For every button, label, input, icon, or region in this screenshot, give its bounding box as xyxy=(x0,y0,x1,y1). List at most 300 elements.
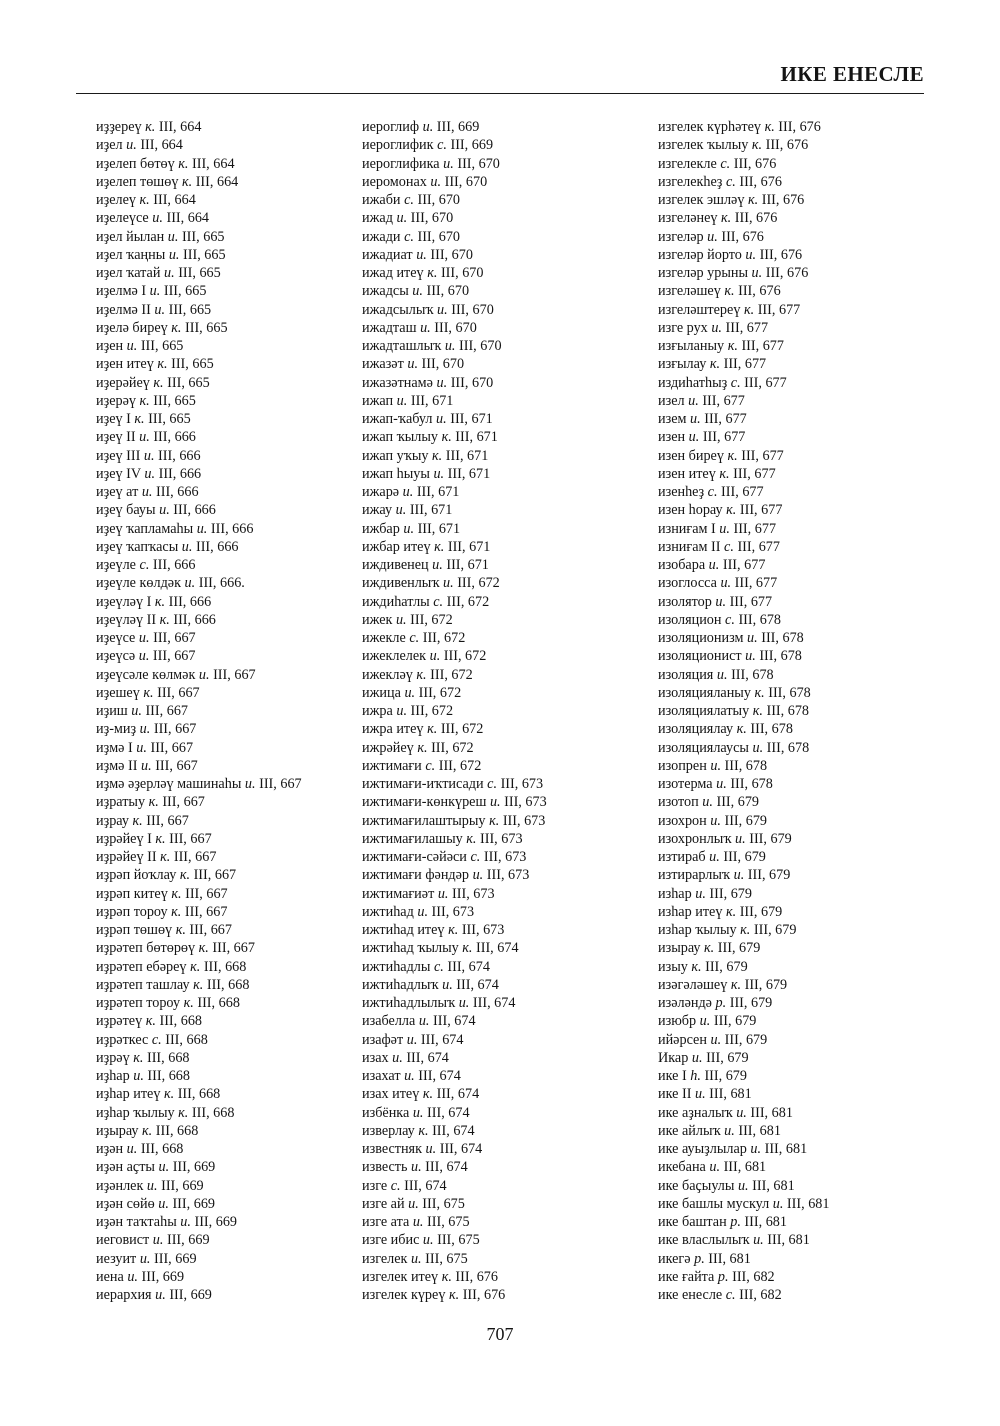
entry-reference: III, 678 xyxy=(724,757,768,774)
entry-pos-label: и. xyxy=(432,557,443,573)
entry-headword: иезуит xyxy=(96,1250,137,1267)
index-entry xyxy=(362,921,662,939)
entry-pos-label: и. xyxy=(751,265,763,281)
index-entry xyxy=(362,1195,662,1213)
entry-pos-label: и. xyxy=(407,356,418,373)
entry-reference: III, 666 xyxy=(210,520,254,537)
entry-pos-label: к. xyxy=(133,1049,144,1066)
entry-headword: иҙрәтеп ташлау xyxy=(96,976,190,993)
entry-reference: III, 676 xyxy=(765,137,809,154)
entry-headword: иҙеүләү I xyxy=(96,593,152,610)
entry-pos-label: к. xyxy=(721,210,732,227)
entry-headword: иҙрәү xyxy=(96,1049,130,1066)
entry-reference: III, 673 xyxy=(486,867,530,884)
index-entry xyxy=(362,1177,662,1195)
index-column-2 xyxy=(362,118,662,1304)
entry-reference: III, 669 xyxy=(194,1214,238,1230)
index-entry xyxy=(362,611,662,629)
entry-pos-label: и. xyxy=(152,1232,164,1249)
entry-headword: иҙрәтеп тороу xyxy=(96,995,181,1011)
entry-pos-label: и. xyxy=(154,301,166,318)
entry-headword: иҙрәп китеү xyxy=(96,885,168,902)
entry-pos-label: и. xyxy=(149,283,161,300)
entry-headword: иҙеүле көлдәк xyxy=(96,575,181,592)
entry-headword: изен xyxy=(658,429,686,446)
entry-pos-label: к. xyxy=(736,721,747,738)
index-entry xyxy=(658,1104,958,1122)
index-entry xyxy=(658,812,958,830)
entry-pos-label: и. xyxy=(436,374,448,391)
index-entry xyxy=(658,465,958,483)
entry-pos-label: с. xyxy=(707,484,718,500)
index-entry xyxy=(658,830,958,848)
entry-pos-label: с. xyxy=(437,137,447,154)
entry-reference: III, 681 xyxy=(764,1141,808,1157)
index-entry xyxy=(362,355,662,373)
entry-pos-label: р. xyxy=(730,1214,741,1230)
entry-pos-label: с. xyxy=(139,557,150,573)
entry-reference: III, 669 xyxy=(436,119,480,135)
index-entry xyxy=(362,520,662,538)
entry-pos-label: и. xyxy=(472,867,484,884)
index-entry xyxy=(362,1250,662,1268)
entry-reference: III, 673 xyxy=(483,849,527,865)
entry-headword: изоляциялатыу xyxy=(658,703,750,719)
entry-pos-label: и. xyxy=(429,648,441,665)
entry-reference: III, 679 xyxy=(724,812,768,829)
index-entry xyxy=(658,720,958,738)
index-entry xyxy=(658,483,958,501)
entry-headword: ике айлыҡ xyxy=(658,1122,721,1139)
entry-reference: III, 667 xyxy=(150,739,194,756)
index-entry xyxy=(362,1268,662,1286)
entry-headword: ижап һыуы xyxy=(362,465,430,482)
index-entry xyxy=(96,1067,396,1085)
entry-pos-label: и. xyxy=(745,246,757,263)
entry-reference: III, 667 xyxy=(162,794,205,811)
entry-reference: III, 676 xyxy=(721,228,764,245)
entry-pos-label: и. xyxy=(417,903,428,920)
entry-pos-label: и. xyxy=(139,429,150,446)
entry-reference: III, 675 xyxy=(437,1232,480,1249)
index-entry xyxy=(658,885,958,903)
entry-headword: избёнка xyxy=(362,1104,410,1121)
entry-headword: изһар итеү xyxy=(658,903,723,920)
entry-reference: III, 669 xyxy=(141,1268,185,1285)
index-entry xyxy=(362,1049,662,1067)
index-entry xyxy=(96,939,396,957)
entry-pos-label: к. xyxy=(725,903,737,920)
entry-pos-label: к. xyxy=(417,739,428,756)
index-entry xyxy=(658,1049,958,1067)
entry-reference: III, 667 xyxy=(259,776,302,792)
entry-reference: III, 670 xyxy=(417,192,461,208)
index-entry xyxy=(96,1122,396,1140)
entry-pos-label: и. xyxy=(133,1068,144,1084)
entry-pos-label: и. xyxy=(155,1287,166,1303)
entry-headword: изоляционист xyxy=(658,648,742,665)
entry-headword: ижади xyxy=(362,228,401,245)
entry-pos-label: к. xyxy=(183,995,194,1011)
entry-reference: III, 672 xyxy=(457,575,500,592)
entry-pos-label: к. xyxy=(178,155,189,172)
index-entry xyxy=(96,374,396,392)
entry-reference: III, 676 xyxy=(462,1287,506,1303)
entry-pos-label: и. xyxy=(735,830,746,847)
entry-reference: III, 679 xyxy=(716,794,760,811)
entry-pos-label: к. xyxy=(175,922,186,938)
entry-pos-label: к. xyxy=(179,867,191,884)
entry-pos-label: к. xyxy=(754,684,765,701)
entry-headword: изгелек күреү xyxy=(362,1287,446,1303)
entry-reference: III, 671 xyxy=(450,411,493,427)
index-entry xyxy=(96,994,396,1012)
entry-reference: III, 668 xyxy=(140,1141,184,1157)
entry-pos-label: и. xyxy=(444,338,456,354)
index-entry xyxy=(658,374,958,392)
entry-headword: ижтиһад итеү xyxy=(362,922,445,938)
entry-reference: III, 666 xyxy=(156,484,199,500)
entry-reference: III, 664 xyxy=(140,137,183,154)
entry-headword: изгеләшеү xyxy=(658,283,721,300)
entry-reference: III, 677 xyxy=(704,411,747,427)
entry-pos-label: к. xyxy=(193,976,204,993)
entry-reference: III, 669 xyxy=(450,137,494,154)
entry-reference: III, 668 xyxy=(159,1013,203,1030)
index-entry xyxy=(96,830,396,848)
index-entry xyxy=(658,1067,958,1085)
entry-headword: иерархия xyxy=(96,1287,152,1303)
entry-pos-label: и. xyxy=(402,484,414,500)
entry-pos-label: и. xyxy=(420,319,431,336)
entry-pos-label: к. xyxy=(178,1104,189,1121)
index-entry xyxy=(362,1213,662,1231)
entry-reference: III, 665 xyxy=(171,356,214,373)
entry-pos-label: к. xyxy=(466,830,477,847)
entry-headword: иҙеү IV xyxy=(96,465,141,482)
index-entry xyxy=(658,191,958,209)
entry-headword: иҙән таҡтаһы xyxy=(96,1214,177,1230)
entry-reference: III, 676 xyxy=(738,283,781,300)
entry-headword: иҙән xyxy=(96,1141,124,1157)
entry-pos-label: и. xyxy=(406,1031,418,1048)
entry-headword: иҙеү ҡапламаһы xyxy=(96,520,194,537)
entry-reference: III, 672 xyxy=(410,611,453,628)
entry-headword: икебана xyxy=(658,1159,706,1176)
index-entry xyxy=(362,629,662,647)
entry-headword: иҙерәү xyxy=(96,392,136,409)
entry-pos-label: с. xyxy=(470,849,481,865)
index-entry xyxy=(96,903,396,921)
entry-pos-label: и. xyxy=(430,173,442,190)
entry-headword: ижтиһадлы xyxy=(362,958,431,975)
entry-headword: изен биреү xyxy=(658,447,724,464)
entry-reference: III, 673 xyxy=(452,885,495,902)
entry-pos-label: и. xyxy=(412,283,423,300)
index-entry xyxy=(658,1213,958,1231)
entry-reference: III, 675 xyxy=(425,1250,468,1267)
index-entry xyxy=(658,702,958,720)
entry-reference: III, 670 xyxy=(434,319,477,336)
entry-reference: III, 673 xyxy=(461,922,505,938)
entry-headword: изәгәләшеү xyxy=(658,976,728,993)
entry-headword: изғыланыу xyxy=(658,338,725,354)
entry-pos-label: и. xyxy=(715,593,727,610)
entry-pos-label: с. xyxy=(487,776,498,792)
entry-headword: иҙрәткес xyxy=(96,1031,149,1048)
index-entry xyxy=(658,976,958,994)
entry-pos-label: с. xyxy=(725,611,735,628)
entry-pos-label: к. xyxy=(145,1013,156,1030)
entry-headword: ижтимағилашыу xyxy=(362,830,463,847)
entry-reference: III, 673 xyxy=(500,776,544,792)
entry-headword: иҙешеү xyxy=(96,684,140,701)
index-entry xyxy=(362,720,662,738)
entry-headword: иҙәнлек xyxy=(96,1177,144,1194)
entry-pos-label: к. xyxy=(489,812,500,829)
index-entry xyxy=(658,1250,958,1268)
entry-reference: III, 666 xyxy=(173,611,216,628)
entry-headword: изге ай xyxy=(362,1195,405,1212)
entry-headword: иҙен итеү xyxy=(96,356,154,373)
entry-pos-label: с. xyxy=(720,155,731,172)
index-entry xyxy=(96,447,396,465)
index-entry xyxy=(96,155,396,173)
index-entry xyxy=(96,611,396,629)
entry-pos-label: к. xyxy=(747,192,759,208)
entry-reference: III, 678 xyxy=(759,648,802,665)
entry-headword: ижтиһад xyxy=(362,903,414,920)
entry-pos-label: и. xyxy=(716,776,727,792)
entry-headword: иҙелеү xyxy=(96,192,136,208)
entry-pos-label: и. xyxy=(736,1104,747,1121)
entry-reference: III, 667 xyxy=(189,922,232,938)
entry-reference: III, 674 xyxy=(433,1013,476,1030)
index-entry xyxy=(362,793,662,811)
entry-headword: ижарә xyxy=(362,484,400,500)
entry-pos-label: и. xyxy=(126,1141,138,1157)
entry-headword: изгеләштереү xyxy=(658,301,741,318)
entry-headword: изюбр xyxy=(658,1013,697,1030)
entry-headword: ике баштан xyxy=(658,1214,727,1230)
entry-reference: III, 665 xyxy=(183,246,226,263)
entry-reference: III, 677 xyxy=(757,301,801,318)
entry-headword: иҙел йылан xyxy=(96,228,165,245)
entry-headword: изопрен xyxy=(658,757,707,774)
index-entry xyxy=(96,319,396,337)
entry-headword: изырау xyxy=(658,940,701,957)
entry-reference: III, 679 xyxy=(713,1013,757,1030)
entry-pos-label: и. xyxy=(403,520,415,537)
entry-reference: III, 672 xyxy=(410,703,454,719)
entry-headword: известь xyxy=(362,1159,408,1176)
entry-reference: III, 675 xyxy=(427,1214,470,1230)
entry-pos-label: р. xyxy=(694,1250,705,1267)
index-entry xyxy=(96,520,396,538)
entry-reference: III, 666 xyxy=(173,502,216,519)
entry-reference: III, 677 xyxy=(741,338,784,354)
entry-reference: III, 667 xyxy=(153,721,197,738)
entry-pos-label: к. xyxy=(434,538,445,555)
entry-headword: ижадташлыҡ xyxy=(362,338,442,354)
entry-reference: III, 667 xyxy=(185,885,228,902)
entry-pos-label: с. xyxy=(425,757,436,774)
index-entry xyxy=(658,574,958,592)
entry-pos-label: к. xyxy=(157,356,168,373)
entry-pos-label: и. xyxy=(184,575,196,592)
entry-reference: III, 676 xyxy=(734,210,778,227)
entry-reference: III, 679 xyxy=(749,830,792,847)
entry-pos-label: с. xyxy=(404,228,414,245)
entry-headword: изоляционизм xyxy=(658,630,744,646)
index-entry xyxy=(96,921,396,939)
entry-headword: ижтимағи фәндәр xyxy=(362,867,470,884)
entry-headword: иҙен xyxy=(96,338,124,354)
entry-pos-label: и. xyxy=(167,228,179,245)
entry-reference: III, 670 xyxy=(421,356,465,373)
entry-pos-label: и. xyxy=(410,1159,422,1176)
entry-reference: III, 671 xyxy=(409,502,453,519)
entry-pos-label: и. xyxy=(395,611,407,628)
entry-reference: III, 682 xyxy=(739,1287,782,1303)
entry-reference: III, 673 xyxy=(502,812,546,829)
index-entry xyxy=(362,702,662,720)
index-entry xyxy=(96,885,396,903)
entry-pos-label: с. xyxy=(390,1177,401,1194)
entry-headword: иҙиш xyxy=(96,703,128,719)
index-entry xyxy=(362,1231,662,1249)
entry-pos-label: и. xyxy=(392,1049,403,1066)
entry-reference: III, 671 xyxy=(455,429,498,446)
entry-pos-label: к. xyxy=(145,119,156,135)
entry-reference: III, 674 xyxy=(427,1104,470,1121)
entry-pos-label: h. xyxy=(690,1068,701,1084)
index-entry xyxy=(96,1031,396,1049)
index-entry xyxy=(96,1268,396,1286)
index-entry xyxy=(362,428,662,446)
index-entry xyxy=(362,976,662,994)
index-entry xyxy=(658,228,958,246)
entry-headword: ижадсылыҡ xyxy=(362,301,434,318)
index-entry xyxy=(96,793,396,811)
index-entry xyxy=(362,574,662,592)
entry-pos-label: и. xyxy=(433,465,445,482)
entry-pos-label: и. xyxy=(139,721,151,738)
entry-pos-label: и. xyxy=(702,794,713,811)
entry-pos-label: и. xyxy=(437,885,449,902)
index-entry xyxy=(658,319,958,337)
index-entry xyxy=(96,392,396,410)
entry-reference: III, 681 xyxy=(767,1232,810,1249)
index-entry xyxy=(362,173,662,191)
entry-pos-label: к. xyxy=(416,666,427,683)
entry-headword: ижтимағи-иҡтисади xyxy=(362,776,484,792)
entry-headword: иҙрәйеү II xyxy=(96,849,157,865)
entry-reference: III, 669 xyxy=(154,1250,197,1267)
entry-reference: III, 665 xyxy=(178,265,221,281)
entry-reference: III, 671 xyxy=(417,520,461,537)
entry-headword: Икар xyxy=(658,1049,689,1066)
entry-headword: иҙеү III xyxy=(96,447,141,464)
entry-pos-label: и. xyxy=(716,666,728,683)
entry-pos-label: и. xyxy=(425,1141,437,1157)
entry-headword: ижтиһадлылыҡ xyxy=(362,995,456,1011)
entry-headword: иҙелмә II xyxy=(96,301,151,318)
index-entry xyxy=(96,1012,396,1030)
entry-reference: III, 670 xyxy=(410,210,454,227)
entry-reference: III, 667 xyxy=(146,812,189,829)
entry-headword: ижекләү xyxy=(362,666,413,683)
entry-pos-label: и. xyxy=(131,703,142,719)
entry-headword: ике ғайта xyxy=(658,1268,715,1285)
entry-headword: ийәрсен xyxy=(658,1031,707,1048)
entry-headword: ижтиһадлыҡ xyxy=(362,976,439,993)
entry-pos-label: к. xyxy=(726,502,737,519)
entry-reference: III, 677 xyxy=(722,557,766,573)
index-entry xyxy=(362,447,662,465)
index-entry xyxy=(96,1158,396,1176)
index-entry xyxy=(96,501,396,519)
index-entry xyxy=(658,337,958,355)
entry-reference: III, 670 xyxy=(459,338,502,354)
entry-headword: иждивенец xyxy=(362,557,429,573)
entry-reference: III, 678 xyxy=(766,703,810,719)
entry-reference: III, 677 xyxy=(734,575,778,592)
index-entry xyxy=(96,739,396,757)
entry-headword: иҙерәйеү xyxy=(96,374,150,391)
entry-pos-label: с. xyxy=(730,374,741,391)
index-entry xyxy=(96,629,396,647)
entry-reference: III, 670 xyxy=(440,265,484,281)
entry-pos-label: к. xyxy=(139,192,150,208)
index-entry xyxy=(96,666,396,684)
index-entry xyxy=(96,465,396,483)
entry-headword: иҙрәйеү I xyxy=(96,830,152,847)
entry-headword: иҙеүләү II xyxy=(96,611,157,628)
entry-reference: III, 665 xyxy=(185,319,228,336)
index-entry xyxy=(362,410,662,428)
entry-pos-label: и. xyxy=(458,995,470,1011)
index-entry xyxy=(658,903,958,921)
entry-headword: иждивенлыҡ xyxy=(362,575,440,592)
entry-reference: III, 671 xyxy=(416,484,460,500)
entry-pos-label: и. xyxy=(688,392,699,409)
entry-pos-label: к. xyxy=(730,976,742,993)
entry-headword: иҙмә I xyxy=(96,739,133,756)
entry-headword: изге xyxy=(362,1177,388,1194)
entry-pos-label: и. xyxy=(141,484,153,500)
index-entry xyxy=(96,647,396,665)
entry-reference: III, 679 xyxy=(739,903,783,920)
entry-pos-label: к. xyxy=(154,593,166,610)
index-entry xyxy=(362,501,662,519)
entry-pos-label: и. xyxy=(198,666,210,683)
entry-headword: ижтимағи-көнкүреш xyxy=(362,794,487,811)
entry-reference: III, 679 xyxy=(717,940,761,957)
entry-reference: III, 667 xyxy=(153,630,196,646)
entry-pos-label: к. xyxy=(432,447,443,464)
entry-reference: III, 677 xyxy=(733,465,776,482)
index-entry xyxy=(658,209,958,227)
entry-pos-label: к. xyxy=(422,1086,434,1103)
entry-reference: III, 666 xyxy=(195,538,239,555)
entry-reference: III, 665 xyxy=(181,228,225,245)
entry-reference: III, 678 xyxy=(766,739,810,756)
index-entry xyxy=(96,118,396,136)
entry-headword: изотоп xyxy=(658,794,699,811)
index-entry xyxy=(658,775,958,793)
index-entry xyxy=(658,866,958,884)
